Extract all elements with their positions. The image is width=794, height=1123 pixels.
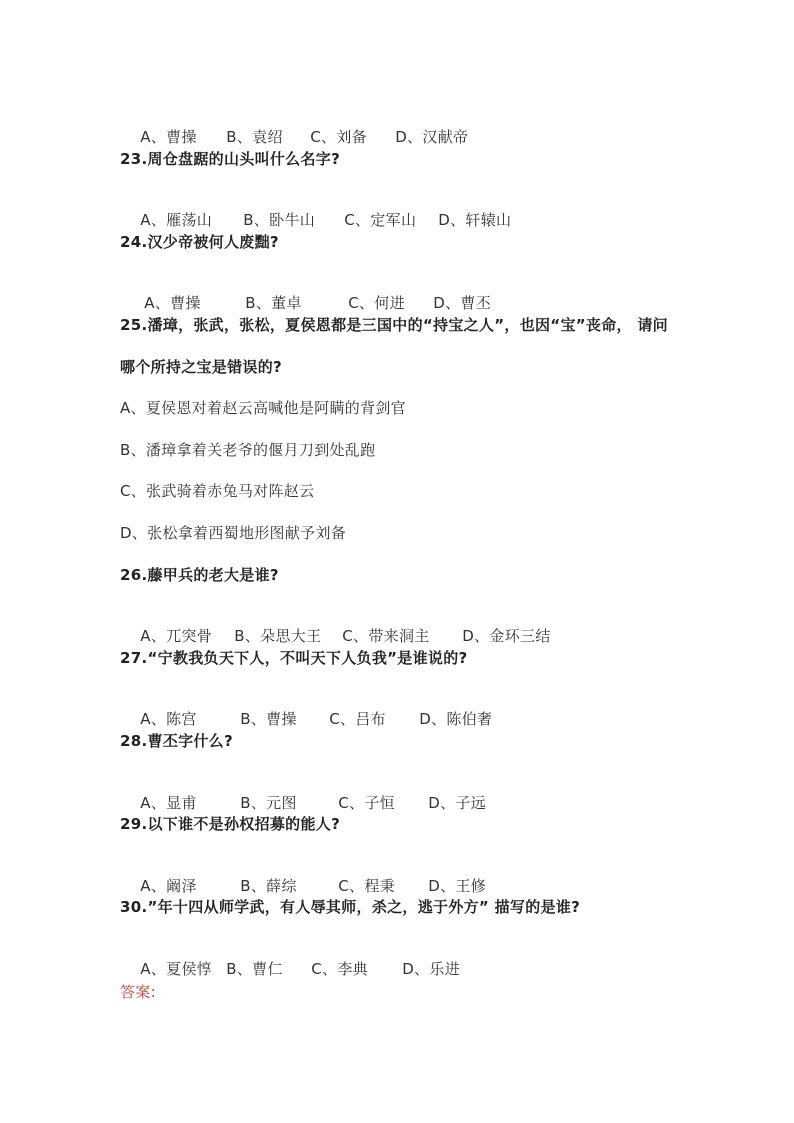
option-b-line: B、潘璋拿着关老爷的偃月刀到处乱跑 xyxy=(120,441,376,459)
option-a: A、兀突骨 xyxy=(140,627,213,645)
option-c: C、何进 xyxy=(348,294,405,312)
option-c: C、李典 xyxy=(311,960,368,978)
option-a: A、陈宫 xyxy=(140,710,197,728)
question-25: 25.潘璋，张武，张松，夏侯恩都是三国中的“持宝之人”，也因“宝”丧命， 请问 xyxy=(120,316,668,334)
option-c: C、带来洞主 xyxy=(342,627,430,645)
option-a: A、显甫 xyxy=(140,794,197,812)
option-b: B、董卓 xyxy=(245,294,302,312)
options-row-30 xyxy=(120,939,460,999)
option-c: C、吕布 xyxy=(329,710,386,728)
question-30: 30.”年十四从师学武，有人辱其师，杀之，逃于外方” 描写的是谁? xyxy=(120,898,581,916)
option-b: B、朵思大王 xyxy=(234,627,322,645)
option-b: B、曹仁 xyxy=(226,960,283,978)
option-b: B、薛综 xyxy=(240,877,297,895)
option-c: C、子恒 xyxy=(338,794,395,812)
option-d: D、汉献帝 xyxy=(395,128,469,146)
option-c: C、刘备 xyxy=(310,128,367,146)
option-a: A、夏侯惇 xyxy=(140,960,213,978)
option-a-line: A、夏侯恩对着赵云高喊他是阿瞒的背剑官 xyxy=(120,399,406,417)
option-d: D、王修 xyxy=(428,877,487,895)
option-d: D、轩辕山 xyxy=(438,211,512,229)
option-d: D、金环三结 xyxy=(462,627,551,645)
option-a: A、阚泽 xyxy=(140,877,197,895)
option-b: B、曹操 xyxy=(240,710,297,728)
option-a: A、雁荡山 xyxy=(140,211,213,229)
question-29: 29.以下谁不是孙权招募的能人? xyxy=(120,815,341,833)
question-24: 24.汉少帝被何人废黜? xyxy=(120,233,279,251)
option-c: C、程秉 xyxy=(338,877,395,895)
option-d: D、曹丕 xyxy=(433,294,492,312)
option-b: B、袁绍 xyxy=(226,128,283,146)
option-c: C、定军山 xyxy=(344,211,417,229)
answer-heading: 答案: xyxy=(120,983,156,1001)
option-d: D、乐进 xyxy=(402,960,461,978)
option-a: A、曹操 xyxy=(144,294,201,312)
option-b: B、卧牛山 xyxy=(243,211,316,229)
question-28: 28.曹丕字什么? xyxy=(120,732,233,750)
question-27: 27.“宁教我负天下人，不叫天下人负我”是谁说的? xyxy=(120,649,468,667)
option-d: D、子远 xyxy=(428,794,487,812)
question-26: 26.藤甲兵的老大是谁? xyxy=(120,566,279,584)
option-d: D、陈伯奢 xyxy=(419,710,493,728)
option-b: B、元图 xyxy=(240,794,297,812)
option-a: A、曹操 xyxy=(140,128,197,146)
question-23: 23.周仓盘踞的山头叫什么名字? xyxy=(120,150,341,168)
option-c-line: C、张武骑着赤兔马对阵赵云 xyxy=(120,482,315,500)
option-d-line: D、张松拿着西蜀地形图献予刘备 xyxy=(120,524,347,542)
question-25-continued: 哪个所持之宝是错误的? xyxy=(120,358,283,376)
